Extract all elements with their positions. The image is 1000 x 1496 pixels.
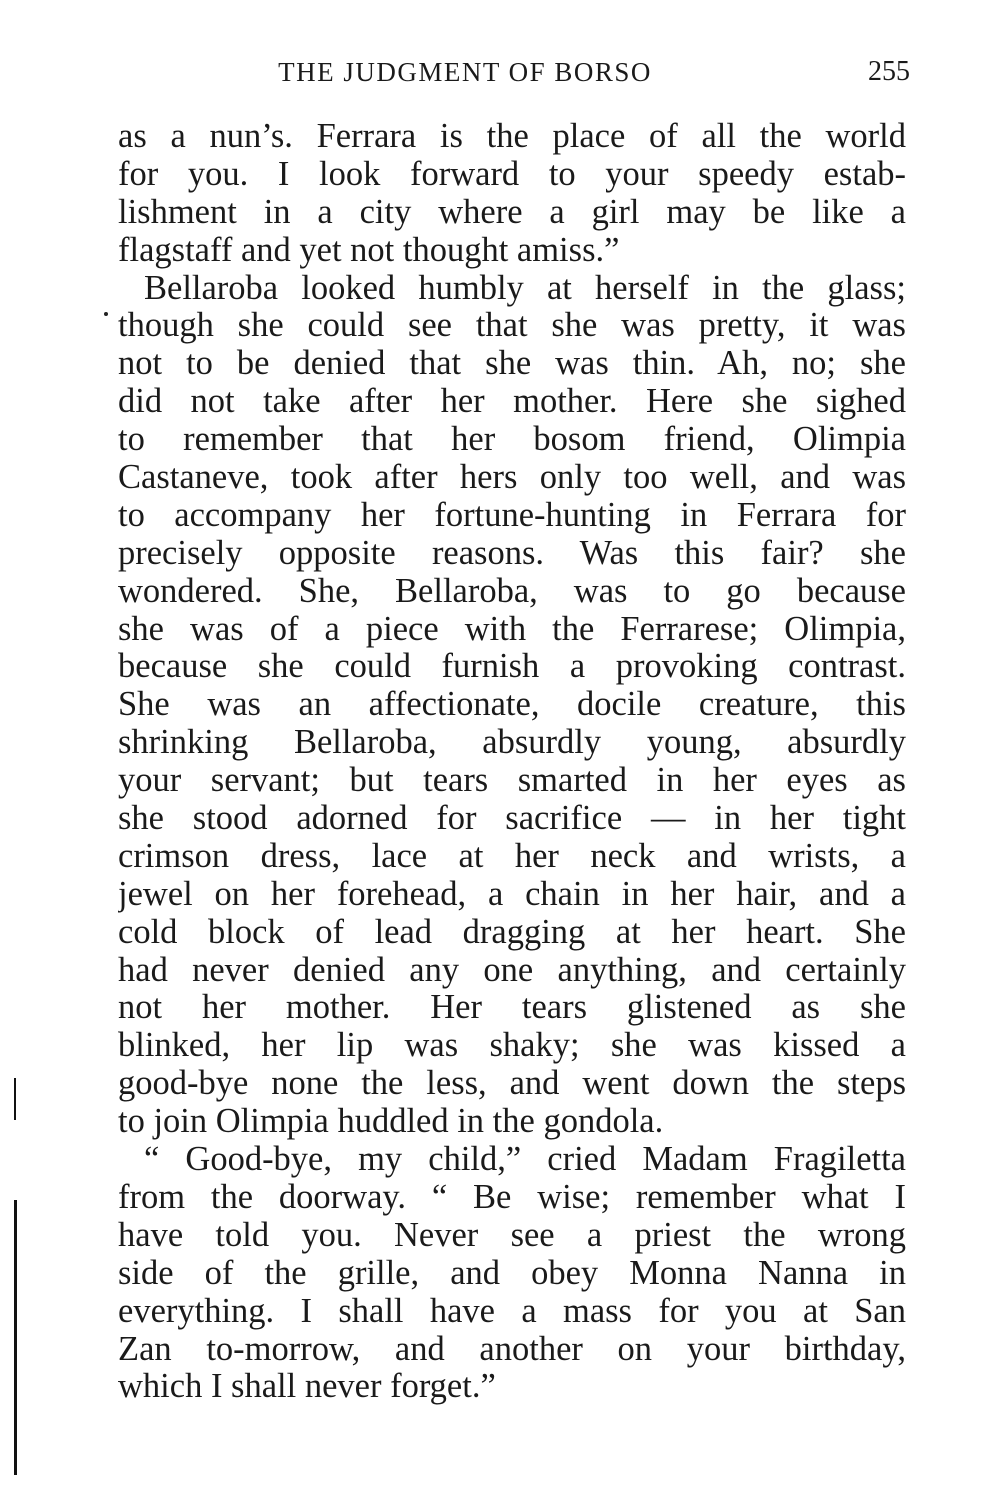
gutter-line bbox=[14, 1078, 16, 1120]
text-line: your servant; but tears smarted in her eyes as bbox=[118, 762, 906, 800]
text-line: She was an affectionate, docile creature, this bbox=[118, 686, 906, 724]
margin-mark bbox=[104, 312, 108, 316]
text-line: for you. I look forward to your speedy estab- bbox=[118, 155, 906, 193]
body-text bbox=[118, 118, 906, 1406]
text-line: good-bye none the less, and went down the steps bbox=[118, 1065, 906, 1103]
gutter-line bbox=[14, 1200, 17, 1475]
text-line: cold block of lead dragging at her heart. She bbox=[118, 913, 906, 951]
text-line: as a nun’s. Ferrara is the place of all the world bbox=[118, 118, 906, 155]
text-line: from the doorway. “ Be wise; remember what I bbox=[118, 1178, 906, 1216]
text-line: not her mother. Her tears glistened as she bbox=[118, 989, 906, 1027]
text-line: shrinking Bellaroba, absurdly young, absurdly bbox=[118, 724, 906, 762]
text-line: because she could furnish a provoking contrast. bbox=[118, 648, 906, 686]
text-line: side of the grille, and obey Monna Nanna in bbox=[118, 1254, 906, 1292]
text-line: Zan to-morrow, and another on your birthday, bbox=[118, 1330, 906, 1368]
text-line: “ Good-bye, my child,” cried Madam Fragiletta bbox=[144, 1141, 906, 1179]
text-line: blinked, her lip was shaky; she was kissed a bbox=[118, 1027, 906, 1065]
text-line: lishment in a city where a girl may be like a bbox=[118, 193, 906, 231]
text-line: did not take after her mother. Here she sighed bbox=[118, 383, 906, 421]
text-line: Castaneve, took after hers only too well, and was bbox=[118, 459, 906, 497]
text-line: to remember that her bosom friend, Olimpia bbox=[118, 421, 906, 459]
text-line: everything. I shall have a mass for you at San bbox=[118, 1292, 906, 1330]
running-title: THE JUDGMENT OF BORSO bbox=[278, 57, 652, 87]
text-line: jewel on her forehead, a chain in her hair, and a bbox=[118, 875, 906, 913]
text-line: to join Olimpia huddled in the gondola. bbox=[118, 1103, 664, 1141]
text-line: have told you. Never see a priest the wrong bbox=[118, 1216, 906, 1254]
text-line: precisely opposite reasons. Was this fair? she bbox=[118, 534, 906, 572]
text-line: flagstaff and yet not thought amiss.” bbox=[118, 231, 620, 269]
text-line: which I shall never forget.” bbox=[118, 1368, 496, 1406]
running-head bbox=[120, 52, 910, 92]
text-line: she was of a piece with the Ferrarese; Olimpia, bbox=[118, 610, 906, 648]
text-line: not to be denied that she was thin. Ah, no; she bbox=[118, 345, 906, 383]
text-line: to accompany her fortune-hunting in Ferrara for bbox=[118, 496, 906, 534]
text-line: crimson dress, lace at her neck and wrists, a bbox=[118, 837, 906, 875]
text-line: though she could see that she was pretty, it was bbox=[118, 307, 906, 345]
text-line: had never denied any one anything, and certainly bbox=[118, 951, 906, 989]
text-line: she stood adorned for sacrifice — in her tight bbox=[118, 800, 906, 838]
text-line: wondered. She, Bellaroba, was to go because bbox=[118, 572, 906, 610]
text-line: Bellaroba looked humbly at herself in the glass; bbox=[144, 269, 906, 307]
page-number: 255 bbox=[868, 56, 910, 87]
